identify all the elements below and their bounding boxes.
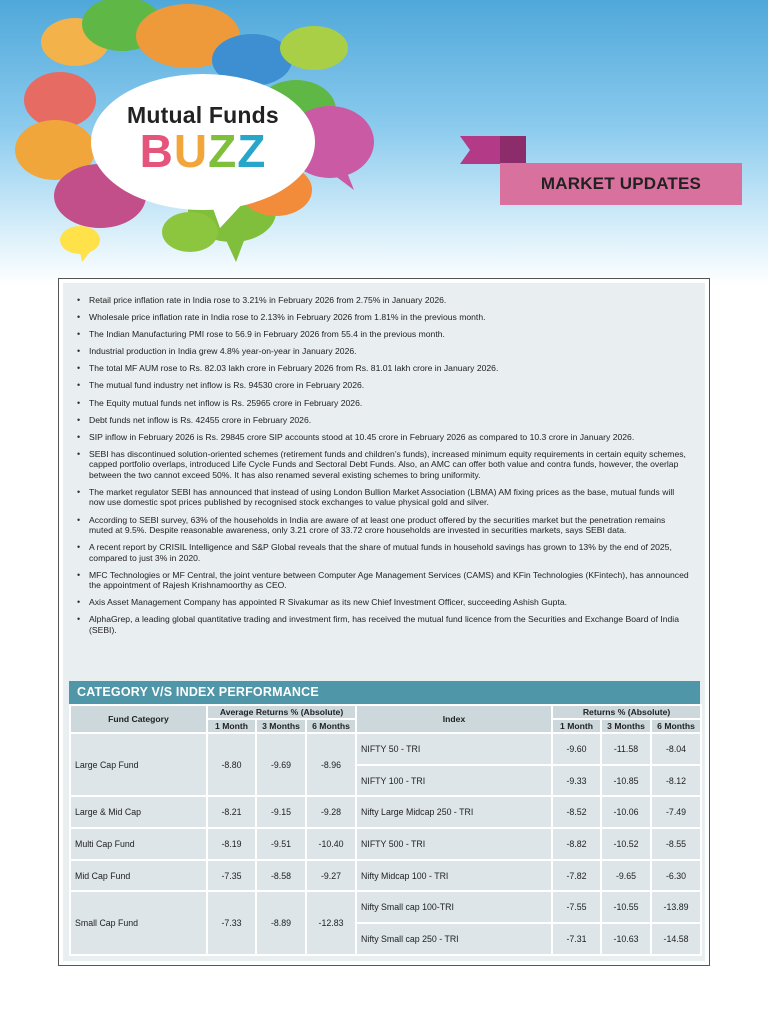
index-6m: -6.30 [651, 860, 701, 892]
logo [108, 102, 298, 177]
index-name: NIFTY 500 - TRI [356, 828, 552, 860]
category-6m: -9.27 [306, 860, 356, 892]
news-item: • The market regulator SEBI has announced that instead of using London Bullion Market Association (LBMA) AM fixing prices as the base, mutual funds will now use domestic spot prices published by recognised stock exchanges to value physical gold and silver. [75, 487, 689, 508]
index-name: Nifty Midcap 100 - TRI [356, 860, 552, 892]
category-1m: -7.33 [207, 891, 256, 954]
news-item: • The mutual fund industry net inflow is Rs. 94530 crore in February 2026. [75, 380, 689, 391]
news-item: • SIP inflow in February 2026 is Rs. 29845 crore SIP accounts stood at 10.45 crore in February 2026 as compared to 10.3 crore in January 2026. [75, 432, 689, 443]
header-3-months: 3 Months [601, 719, 651, 733]
category-1m: -8.19 [207, 828, 256, 860]
index-6m: -13.89 [651, 891, 701, 923]
index-3m: -10.63 [601, 923, 651, 955]
news-item: • The total MF AUM rose to Rs. 82.03 lakh crore in February 2026 from Rs. 81.01 lakh crore in January 2026. [75, 363, 689, 374]
logo-letter: B [139, 125, 174, 177]
index-6m: -8.55 [651, 828, 701, 860]
index-3m: -10.55 [601, 891, 651, 923]
index-name: NIFTY 50 - TRI [356, 733, 552, 765]
category-3m: -9.69 [256, 733, 306, 796]
news-item: • The Equity mutual funds net inflow is Rs. 25965 crore in February 2026. [75, 398, 689, 409]
header-avg-returns: Average Returns % (Absolute) [207, 705, 356, 719]
section-label: MARKET UPDATES [540, 174, 702, 193]
logo-letter: Z [237, 125, 267, 177]
header-1-month: 1 Month [552, 719, 601, 733]
index-1m: -7.31 [552, 923, 601, 955]
news-item: • Wholesale price inflation rate in India rose to 2.13% in February 2026 from 1.81% in the previous month. [75, 312, 689, 323]
index-6m: -8.12 [651, 765, 701, 797]
news-item: • Retail price inflation rate in India rose to 3.21% in February 2026 from 2.75% in January 2026. [75, 295, 689, 306]
category-1m: -7.35 [207, 860, 256, 892]
category-3m: -9.15 [256, 796, 306, 828]
news-item: • The Indian Manufacturing PMI rose to 56.9 in February 2026 from 55.4 in the previous month. [75, 329, 689, 340]
category-3m: -8.89 [256, 891, 306, 954]
index-1m: -7.55 [552, 891, 601, 923]
logo-title: Mutual Funds [127, 102, 279, 128]
index-6m: -8.04 [651, 733, 701, 765]
table-row [70, 828, 701, 860]
category-name: Large & Mid Cap [70, 796, 207, 828]
category-6m: -9.28 [306, 796, 356, 828]
index-3m: -10.06 [601, 796, 651, 828]
category-3m: -9.51 [256, 828, 306, 860]
category-name: Small Cap Fund [70, 891, 207, 954]
index-3m: -9.65 [601, 860, 651, 892]
header-6-months: 6 Months [651, 719, 701, 733]
index-1m: -9.33 [552, 765, 601, 797]
index-name: Nifty Large Midcap 250 - TRI [356, 796, 552, 828]
logo-letter: Z [208, 125, 238, 177]
news-item: • Debt funds net inflow is Rs. 42455 crore in February 2026. [75, 415, 689, 426]
table-row [70, 796, 701, 828]
category-6m: -12.83 [306, 891, 356, 954]
logo-letter: U [173, 125, 209, 177]
index-1m: -7.82 [552, 860, 601, 892]
table-row [70, 733, 701, 765]
category-6m: -8.96 [306, 733, 356, 796]
news-item: • According to SEBI survey, 63% of the households in India are aware of at least one product offered by the securities market but the penetration remains muted at 9.5%. Despite reasonable awareness, only 3.21 crore of 33.72 crore households are invested in securities markets, says SEBI data. [75, 515, 689, 536]
index-name: Nifty Small cap 100-TRI [356, 891, 552, 923]
news-item: • SEBI has discontinued solution-oriented schemes (retirement funds and children’s funds), increased minimum equity requirements in certain equity schemes, capped portfolio overlaps, introduced Life Cycle Funds and Sectoral Debt Funds. Also, an AMC can offer both value and contra funds, however, the overlap between the two cannot exceed 50%. It has also renamed several existing schemes to bring uniformity. [75, 449, 689, 481]
category-name: Mid Cap Fund [70, 860, 207, 892]
header-3-months: 3 Months [256, 719, 306, 733]
header-returns: Returns % (Absolute) [552, 705, 701, 719]
header-fund-category: Fund Category [70, 705, 207, 733]
index-6m: -14.58 [651, 923, 701, 955]
performance-title: CATEGORY V/S INDEX PERFORMANCE [69, 681, 700, 704]
index-1m: -8.82 [552, 828, 601, 860]
performance-table [69, 704, 702, 956]
index-name: Nifty Small cap 250 - TRI [356, 923, 552, 955]
news-item: • MFC Technologies or MF Central, the joint venture between Computer Age Management Services (CAMS) and KFin Technologies (KFintech), has announced the appointment of Rajesh Krishnamoorthy as CEO. [75, 570, 689, 591]
table-row [70, 860, 701, 892]
news-item: • AlphaGrep, a leading global quantitative trading and investment firm, has received the mutual fund licence from the Securities and Exchange Board of India (SEBI). [75, 614, 689, 635]
header-6-months: 6 Months [306, 719, 356, 733]
category-name: Large Cap Fund [70, 733, 207, 796]
index-1m: -8.52 [552, 796, 601, 828]
category-1m: -8.80 [207, 733, 256, 796]
index-name: NIFTY 100 - TRI [356, 765, 552, 797]
logo-buzz [108, 125, 298, 177]
category-1m: -8.21 [207, 796, 256, 828]
index-3m: -11.58 [601, 733, 651, 765]
category-name: Multi Cap Fund [70, 828, 207, 860]
index-3m: -10.52 [601, 828, 651, 860]
category-3m: -8.58 [256, 860, 306, 892]
table-row [70, 891, 701, 923]
news-list [63, 283, 705, 635]
index-3m: -10.85 [601, 765, 651, 797]
header-index: Index [356, 705, 552, 733]
header-1-month: 1 Month [207, 719, 256, 733]
news-item: • Industrial production in India grew 4.8% year-on-year in January 2026. [75, 346, 689, 357]
news-item: • Axis Asset Management Company has appointed R Sivakumar as its new Chief Investment Officer, succeeding Ashish Gupta. [75, 597, 689, 608]
news-item: • A recent report by CRISIL Intelligence and S&P Global reveals that the share of mutual funds in household savings has grown to 13% by the end of 2025, compared to just 3% in 2020. [75, 542, 689, 563]
category-6m: -10.40 [306, 828, 356, 860]
index-6m: -7.49 [651, 796, 701, 828]
index-1m: -9.60 [552, 733, 601, 765]
